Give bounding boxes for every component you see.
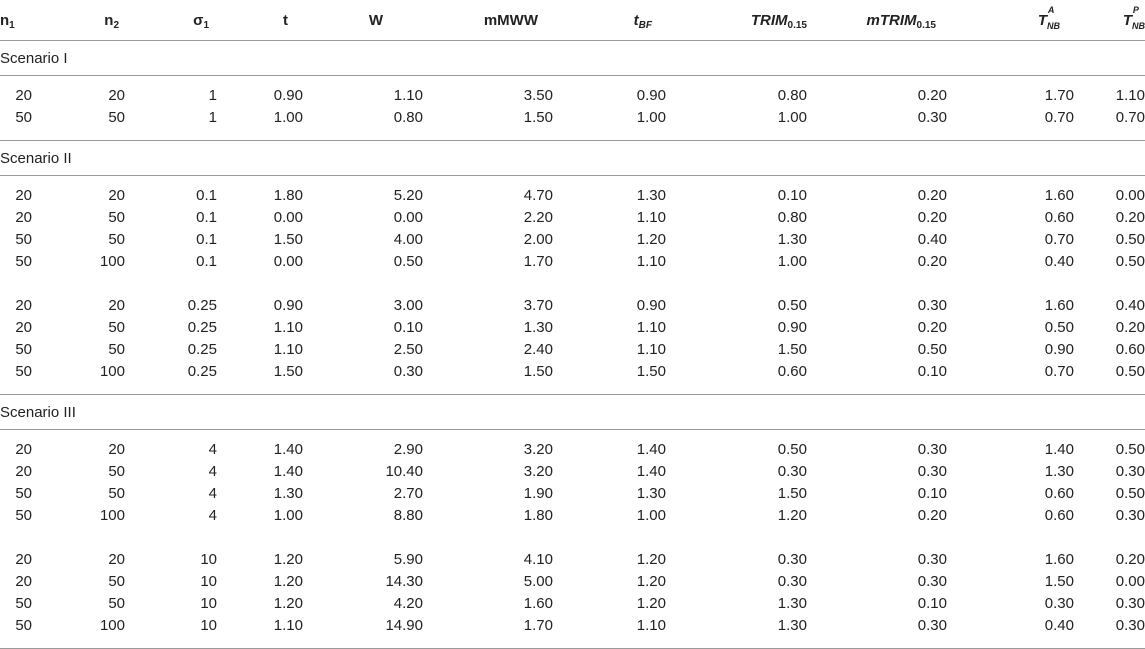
cell-n2: 100 (99, 507, 125, 524)
cell-sigma1: 0.25 (187, 341, 217, 358)
cell-mmww: 5.00 (523, 573, 553, 590)
table-row (0, 439, 1145, 461)
cell-t: 1.40 (273, 463, 303, 480)
cell-tbf: 1.20 (636, 231, 666, 248)
cell-n1: 20 (15, 441, 32, 458)
cell-tbf: 1.00 (636, 109, 666, 126)
cell-n1: 20 (15, 209, 32, 226)
cell-mtrim: 0.20 (917, 87, 947, 104)
table-row (0, 361, 1145, 383)
cell-n2: 50 (108, 463, 125, 480)
cell-n2: 100 (99, 363, 125, 380)
cell-trim: 0.30 (777, 573, 807, 590)
cell-n1: 50 (15, 363, 32, 380)
cell-sigma1: 10 (200, 617, 217, 634)
cell-mmww: 1.30 (523, 319, 553, 336)
cell-trim: 1.30 (777, 595, 807, 612)
cell-mtrim: 0.10 (917, 595, 947, 612)
cell-t: 1.80 (273, 187, 303, 204)
spacer (0, 176, 1145, 186)
cell-tnbp: 0.30 (1115, 507, 1145, 524)
table-row (0, 615, 1145, 637)
header-tnb-p: T P $_{NB}$ (1074, 0, 1145, 41)
cell-tbf: 0.90 (636, 87, 666, 104)
cell-sigma1: 4 (208, 463, 217, 480)
scenario-header (0, 395, 1145, 430)
cell-trim: 0.60 (777, 363, 807, 380)
cell-sigma1: 0.1 (196, 253, 217, 270)
cell-w: 0.50 (393, 253, 423, 270)
cell-mtrim: 0.20 (917, 253, 947, 270)
cell-trim: 1.00 (777, 109, 807, 126)
cell-w: 2.90 (393, 441, 423, 458)
cell-mmww: 1.70 (523, 617, 553, 634)
cell-tnbp: 0.30 (1115, 595, 1145, 612)
cell-tnba: 0.70 (1044, 363, 1074, 380)
cell-tnba: 0.60 (1044, 485, 1074, 502)
cell-n1: 50 (15, 341, 32, 358)
cell-w: 3.00 (393, 297, 423, 314)
cell-t: 0.90 (273, 297, 303, 314)
cell-mmww: 4.70 (523, 187, 553, 204)
cell-tnba: 1.40 (1044, 441, 1074, 458)
group-gap (0, 527, 1145, 549)
cell-tnbp: 0.50 (1115, 231, 1145, 248)
cell-n1: 20 (15, 297, 32, 314)
cell-n2: 50 (108, 209, 125, 226)
table-row (0, 85, 1145, 107)
cell-n1: 20 (15, 87, 32, 104)
cell-mmww: 2.20 (523, 209, 553, 226)
table-row (0, 571, 1145, 593)
cell-trim: 1.50 (777, 341, 807, 358)
cell-mtrim: 0.30 (917, 109, 947, 126)
cell-n1: 50 (15, 231, 32, 248)
cell-w: 0.10 (393, 319, 423, 336)
cell-sigma1: 0.25 (187, 319, 217, 336)
cell-tbf: 1.20 (636, 573, 666, 590)
cell-mtrim: 0.10 (917, 485, 947, 502)
cell-w: 5.90 (393, 551, 423, 568)
cell-sigma1: 0.1 (196, 187, 217, 204)
cell-tnba: 0.70 (1044, 231, 1074, 248)
cell-t: 1.30 (273, 485, 303, 502)
section-end (0, 129, 1145, 141)
cell-sigma1: 4 (208, 507, 217, 524)
cell-w: 14.90 (385, 617, 423, 634)
cell-t: 1.50 (273, 363, 303, 380)
header-trim: $TRIM_{0.15}$ (666, 0, 807, 41)
table-row (0, 505, 1145, 527)
cell-w: 8.80 (393, 507, 423, 524)
cell-sigma1: 0.25 (187, 363, 217, 380)
cell-trim: 0.10 (777, 187, 807, 204)
cell-tbf: 1.40 (636, 441, 666, 458)
cell-t: 1.50 (273, 231, 303, 248)
cell-tnbp: 0.50 (1115, 363, 1145, 380)
cell-n2: 50 (108, 109, 125, 126)
cell-tnba: 0.40 (1044, 617, 1074, 634)
cell-trim: 1.50 (777, 485, 807, 502)
cell-trim: 0.30 (777, 463, 807, 480)
cell-n2: 100 (99, 617, 125, 634)
cell-tbf: 1.30 (636, 187, 666, 204)
cell-trim: 1.30 (777, 231, 807, 248)
cell-t: 1.10 (273, 319, 303, 336)
table-row (0, 339, 1145, 361)
cell-w: 4.20 (393, 595, 423, 612)
cell-mmww: 2.40 (523, 341, 553, 358)
cell-tnbp: 0.50 (1115, 253, 1145, 270)
cell-n1: 50 (15, 617, 32, 634)
cell-n1: 50 (15, 595, 32, 612)
cell-mtrim: 0.20 (917, 209, 947, 226)
cell-t: 1.00 (273, 507, 303, 524)
spacer (0, 430, 1145, 440)
header-mmww: mMWW (423, 0, 553, 41)
cell-mmww: 2.00 (523, 231, 553, 248)
header-tnb-a: T A $_{NB}$ (947, 0, 1074, 41)
cell-trim: 1.20 (777, 507, 807, 524)
cell-w: 2.70 (393, 485, 423, 502)
header-mtrim: mTRIM$_{0.15}$ (807, 0, 947, 41)
header-t: t (217, 0, 303, 41)
scenario-label: Scenario II (0, 141, 1145, 176)
cell-mmww: 3.20 (523, 463, 553, 480)
cell-w: 0.00 (393, 209, 423, 226)
cell-n1: 20 (15, 319, 32, 336)
cell-n2: 20 (108, 551, 125, 568)
cell-tbf: 1.10 (636, 253, 666, 270)
cell-t: 0.00 (273, 209, 303, 226)
cell-tbf: 1.00 (636, 507, 666, 524)
cell-tnbp: 0.20 (1115, 209, 1145, 226)
cell-n2: 50 (108, 319, 125, 336)
cell-tnba: 0.60 (1044, 507, 1074, 524)
cell-t: 1.10 (273, 617, 303, 634)
table-row (0, 229, 1145, 251)
table-body (0, 41, 1145, 649)
cell-t: 0.90 (273, 87, 303, 104)
cell-n1: 20 (15, 463, 32, 480)
header-n1: $n_1$ (0, 0, 32, 41)
cell-tnbp: 0.40 (1115, 297, 1145, 314)
cell-w: 10.40 (385, 463, 423, 480)
cell-tnbp: 1.10 (1115, 87, 1145, 104)
cell-n2: 50 (108, 595, 125, 612)
cell-trim: 0.30 (777, 551, 807, 568)
table-row (0, 251, 1145, 273)
header-n2: $n_2$ (32, 0, 125, 41)
cell-n2: 20 (108, 441, 125, 458)
cell-mtrim: 0.30 (917, 551, 947, 568)
cell-tbf: 1.10 (636, 617, 666, 634)
cell-sigma1: 4 (208, 441, 217, 458)
cell-tbf: 1.30 (636, 485, 666, 502)
spacer (0, 76, 1145, 86)
cell-n1: 50 (15, 253, 32, 270)
cell-tnba: 1.50 (1044, 573, 1074, 590)
cell-tnbp: 0.70 (1115, 109, 1145, 126)
scenario-header (0, 41, 1145, 76)
cell-n1: 20 (15, 187, 32, 204)
cell-mmww: 3.20 (523, 441, 553, 458)
cell-w: 1.10 (393, 87, 423, 104)
cell-mtrim: 0.20 (917, 507, 947, 524)
cell-t: 1.20 (273, 573, 303, 590)
cell-sigma1: 1 (208, 109, 217, 126)
table-row (0, 207, 1145, 229)
cell-tnbp: 0.30 (1115, 463, 1145, 480)
cell-tnbp: 0.20 (1115, 551, 1145, 568)
cell-tbf: 0.90 (636, 297, 666, 314)
cell-trim: 1.30 (777, 617, 807, 634)
cell-n1: 20 (15, 551, 32, 568)
table-row (0, 185, 1145, 207)
cell-t: 1.20 (273, 595, 303, 612)
cell-mtrim: 0.30 (917, 463, 947, 480)
table-row (0, 295, 1145, 317)
cell-tbf: 1.10 (636, 319, 666, 336)
cell-mtrim: 0.50 (917, 341, 947, 358)
cell-tnba: 0.50 (1044, 319, 1074, 336)
cell-sigma1: 0.1 (196, 231, 217, 248)
cell-tnbp: 0.00 (1115, 573, 1145, 590)
cell-tbf: 1.40 (636, 463, 666, 480)
cell-n1: 50 (15, 507, 32, 524)
cell-n1: 50 (15, 485, 32, 502)
cell-sigma1: 1 (208, 87, 217, 104)
cell-tnbp: 0.00 (1115, 187, 1145, 204)
table-row (0, 593, 1145, 615)
cell-w: 5.20 (393, 187, 423, 204)
cell-mtrim: 0.30 (917, 297, 947, 314)
cell-mmww: 4.10 (523, 551, 553, 568)
cell-mmww: 3.50 (523, 87, 553, 104)
cell-mmww: 1.60 (523, 595, 553, 612)
cell-t: 1.10 (273, 341, 303, 358)
cell-n2: 50 (108, 573, 125, 590)
cell-sigma1: 10 (200, 551, 217, 568)
cell-n2: 20 (108, 297, 125, 314)
cell-w: 14.30 (385, 573, 423, 590)
cell-tnba: 1.30 (1044, 463, 1074, 480)
group-gap (0, 273, 1145, 295)
cell-tnbp: 0.30 (1115, 617, 1145, 634)
cell-mtrim: 0.30 (917, 617, 947, 634)
scenario-label: Scenario I (0, 41, 1145, 76)
cell-mmww: 1.90 (523, 485, 553, 502)
cell-mtrim: 0.20 (917, 319, 947, 336)
cell-sigma1: 4 (208, 485, 217, 502)
cell-n1: 20 (15, 573, 32, 590)
cell-n2: 20 (108, 187, 125, 204)
cell-n1: 50 (15, 109, 32, 126)
cell-t: 1.00 (273, 109, 303, 126)
cell-trim: 0.50 (777, 441, 807, 458)
section-end (0, 383, 1145, 395)
header-tbf: $t_{BF}$ (553, 0, 666, 41)
cell-tbf: 1.50 (636, 363, 666, 380)
cell-sigma1: 10 (200, 595, 217, 612)
cell-tnba: 0.60 (1044, 209, 1074, 226)
cell-tbf: 1.20 (636, 595, 666, 612)
cell-tnba: 0.40 (1044, 253, 1074, 270)
cell-n2: 50 (108, 341, 125, 358)
cell-w: 0.30 (393, 363, 423, 380)
table-row (0, 549, 1145, 571)
cell-n2: 20 (108, 87, 125, 104)
cell-tnbp: 0.60 (1115, 341, 1145, 358)
table-row (0, 317, 1145, 339)
table-row (0, 461, 1145, 483)
cell-mmww: 1.70 (523, 253, 553, 270)
header-w: W (303, 0, 423, 41)
cell-mmww: 1.50 (523, 363, 553, 380)
cell-t: 1.20 (273, 551, 303, 568)
cell-n2: 50 (108, 485, 125, 502)
cell-tbf: 1.10 (636, 209, 666, 226)
cell-tnbp: 0.50 (1115, 441, 1145, 458)
cell-mmww: 1.80 (523, 507, 553, 524)
cell-sigma1: 10 (200, 573, 217, 590)
cell-w: 0.80 (393, 109, 423, 126)
cell-trim: 0.80 (777, 209, 807, 226)
cell-tnba: 0.30 (1044, 595, 1074, 612)
cell-mmww: 3.70 (523, 297, 553, 314)
cell-w: 4.00 (393, 231, 423, 248)
cell-mtrim: 0.30 (917, 441, 947, 458)
cell-trim: 0.80 (777, 87, 807, 104)
cell-tnba: 1.60 (1044, 187, 1074, 204)
cell-mtrim: 0.20 (917, 187, 947, 204)
header-row (0, 0, 1145, 41)
cell-tnba: 0.70 (1044, 109, 1074, 126)
cell-tnba: 1.70 (1044, 87, 1074, 104)
cell-n2: 100 (99, 253, 125, 270)
section-end (0, 637, 1145, 649)
cell-trim: 0.90 (777, 319, 807, 336)
cell-sigma1: 0.1 (196, 209, 217, 226)
cell-tnba: 0.90 (1044, 341, 1074, 358)
cell-tnba: 1.60 (1044, 297, 1074, 314)
header-sigma1: $\sigma_1$ (125, 0, 217, 41)
cell-tbf: 1.10 (636, 341, 666, 358)
cell-mmww: 1.50 (523, 109, 553, 126)
cell-tbf: 1.20 (636, 551, 666, 568)
cell-mtrim: 0.30 (917, 573, 947, 590)
cell-mtrim: 0.40 (917, 231, 947, 248)
cell-tnba: 1.60 (1044, 551, 1074, 568)
cell-tnbp: 0.50 (1115, 485, 1145, 502)
cell-tnbp: 0.20 (1115, 319, 1145, 336)
cell-sigma1: 0.25 (187, 297, 217, 314)
cell-n2: 50 (108, 231, 125, 248)
cell-t: 0.00 (273, 253, 303, 270)
cell-mtrim: 0.10 (917, 363, 947, 380)
table-row (0, 483, 1145, 505)
cell-t: 1.40 (273, 441, 303, 458)
scenario-header (0, 141, 1145, 176)
cell-trim: 1.00 (777, 253, 807, 270)
table-row (0, 107, 1145, 129)
cell-w: 2.50 (393, 341, 423, 358)
cell-trim: 0.50 (777, 297, 807, 314)
scenario-label: Scenario III (0, 395, 1145, 430)
